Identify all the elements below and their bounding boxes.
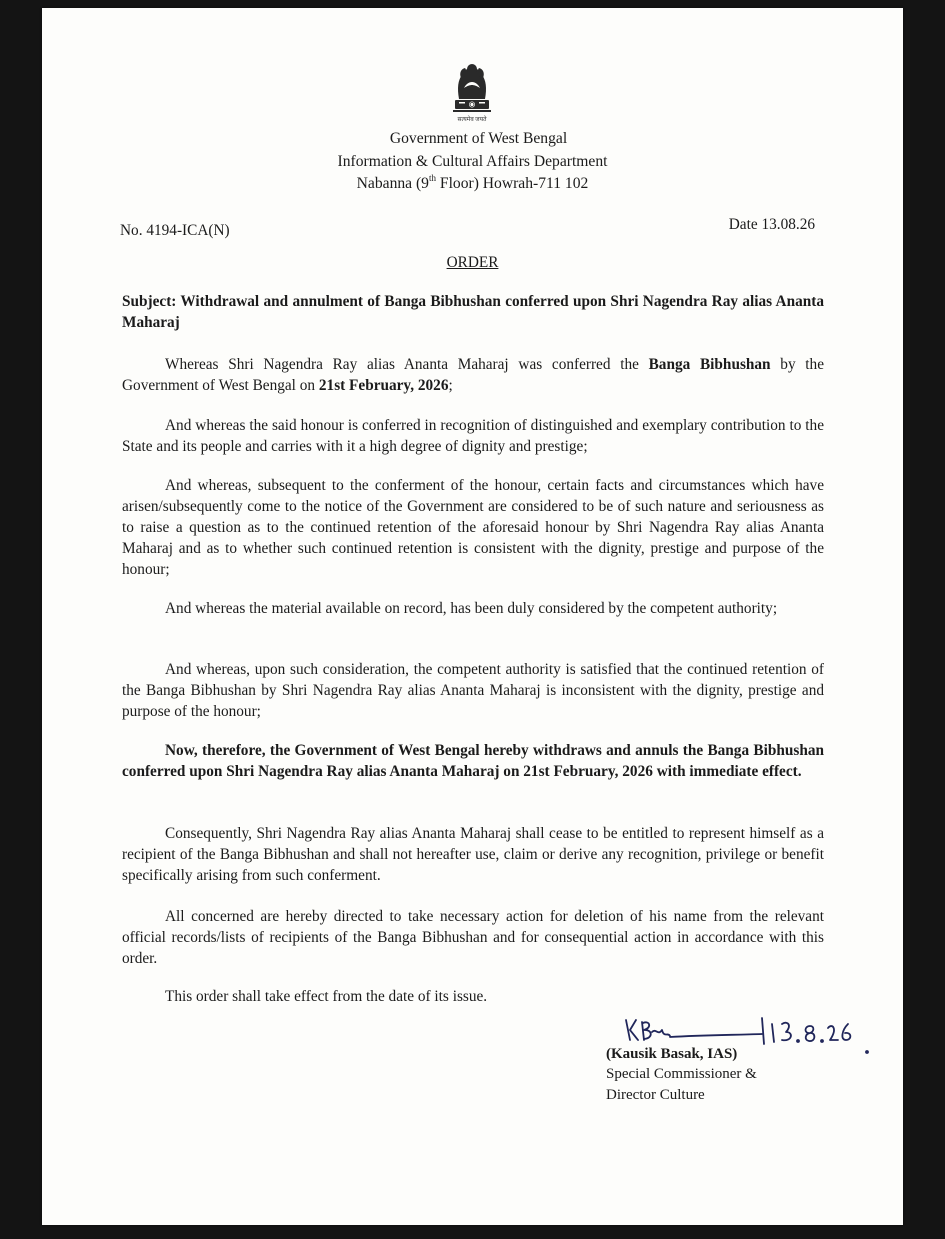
document-page bbox=[42, 8, 903, 1225]
address-part-2: Floor) Howrah-711 102 bbox=[436, 175, 589, 192]
emblem-motto: सत्यमेव जयते bbox=[457, 117, 487, 123]
paragraph-3: And whereas, subsequent to the conferment of the honour, certain facts and circumstances which have arisen/subsequently come to the notice of the Government are considered to be of such nature and seriousness as to raise a question as to the continued retention of the aforesaid honour by Shri Nagendra Ray alias Ananta Maharaj and as to whether such continued retention is consistent with the dignity, prestige and purpose of the honour; bbox=[122, 477, 824, 578]
paragraph-7: Consequently, Shri Nagendra Ray alias Ananta Maharaj shall cease to be entitled to represent himself as a recipient of the Banga Bibhushan and shall not hereafter use, claim or derive any recognition, privilege or benefit specifically arising from such conferment. bbox=[122, 825, 824, 884]
reference-number: No. 4194-ICA(N) bbox=[120, 222, 230, 239]
paragraph-4: And whereas the material available on record, has been duly considered by the competent authority; bbox=[165, 600, 778, 617]
paragraph-9: This order shall take effect from the date of its issue. bbox=[165, 988, 488, 1005]
signatory-designation-1: Special Commissioner & bbox=[606, 1066, 757, 1082]
order-title: ORDER bbox=[446, 254, 499, 271]
government-name: Government of West Bengal bbox=[389, 130, 568, 147]
paragraph-2: And whereas the said honour is conferred in recognition of distinguished and exemplary contribution to the State and its people and carries with it a high degree of dignity and prestige; bbox=[122, 417, 824, 455]
order-date: Date 13.08.26 bbox=[728, 216, 815, 233]
paragraph-1 bbox=[122, 354, 824, 396]
address-part-1: Nabanna (9 bbox=[356, 175, 429, 192]
signatory-name: (Kausik Basak, IAS) bbox=[606, 1046, 738, 1062]
signatory-designation-2: Director Culture bbox=[606, 1087, 705, 1103]
p1-text-c: by the Government of West Bengal on bbox=[122, 356, 824, 394]
paragraph-8: All concerned are hereby directed to take necessary action for deletion of his name from the relevant official records/lists of recipients of the Banga Bibhushan and for consequential action in accordance with this order. bbox=[122, 908, 824, 967]
p1-text-a: Whereas Shri Nagendra Ray alias Ananta Maharaj was conferred the bbox=[165, 356, 649, 373]
subject-line: Subject: Withdrawal and annulment of Banga Bibhushan conferred upon Shri Nagendra Ray alias Ananta Maharaj bbox=[122, 293, 824, 331]
address-superscript: th bbox=[428, 172, 436, 183]
department-name: Information & Cultural Affairs Department bbox=[337, 153, 608, 170]
p1-award-name: Banga Bibhushan bbox=[648, 356, 771, 373]
p1-text-e: ; bbox=[448, 377, 453, 394]
paragraph-5: And whereas, upon such consideration, the competent authority is satisfied that the continued retention of the Banga Bibhushan by Shri Nagendra Ray alias Ananta Maharaj is inconsistent with the dignity, prestige and purpose of the honour; bbox=[122, 661, 824, 720]
paragraph-6-operative: Now, therefore, the Government of West Bengal hereby withdraws and annuls the Banga Bibhushan conferred upon Shri Nagendra Ray alias Ananta Maharaj on 21st February, 2026 with immediate effect. bbox=[122, 742, 824, 780]
p1-award-date: 21st February, 2026 bbox=[318, 377, 449, 394]
department-address bbox=[42, 173, 903, 195]
